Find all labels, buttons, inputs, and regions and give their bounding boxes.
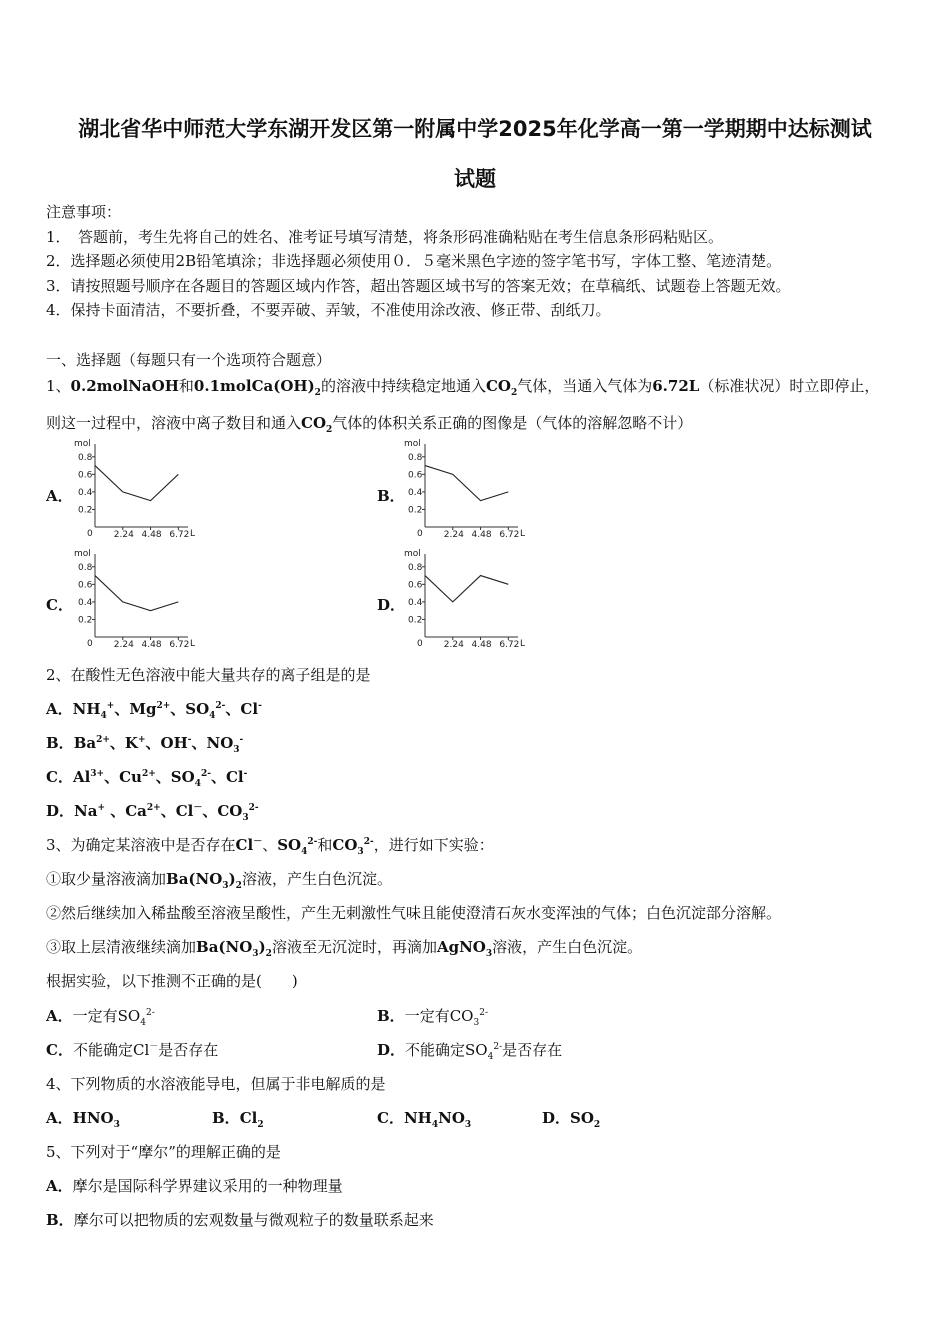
question-1-stem-line1: 1、0.2molNaOH和$0.1molCa(OH)_2$的溶液中持续稳定地通入$CO_2$气体，当通入气体为6.72L（标准状况）时立即停止， xyxy=(46,377,880,398)
x-tick-label: 2.24 xyxy=(443,530,464,540)
graph-option-b xyxy=(394,440,530,544)
note-item: 2．选择题必须使用2B铅笔填涂；非选择题必须使用０．５毫米黑色字迹的签字笔书写，字体工整、笔迹清楚。 xyxy=(46,252,782,270)
question-2-stem: 2、在酸性无色溶液中能大量共存的离子组是的是 xyxy=(46,666,371,684)
x-axis-unit: L xyxy=(520,639,526,649)
question-2-option-d: D．Na+ 、$Ca^{2+}$、Cl－、$CO_3^{2-}$ xyxy=(46,802,259,823)
page-title-continued: 试题 xyxy=(454,167,496,191)
x-tick-label: 4.48 xyxy=(141,640,162,650)
question-2-option-c: C．$Al^{3+}$、$Cu^{2+}$、$SO_4^{2-}$、Cl- xyxy=(46,768,248,789)
x-axis-unit: L xyxy=(190,639,196,649)
y-tick-label: 0.2 xyxy=(408,615,423,626)
y-axis-unit: mol xyxy=(74,549,91,559)
axis-origin-label: 0 xyxy=(87,529,93,539)
option-c-label: C． xyxy=(46,596,73,614)
question-5-option-b: B．摩尔可以把物质的宏观数量与微观粒子的数量联系起来 xyxy=(46,1211,434,1229)
x-tick-label: 2.24 xyxy=(443,640,464,650)
x-tick-label: 6.72 xyxy=(169,640,190,650)
data-line xyxy=(95,466,178,501)
option-a-label: A． xyxy=(46,487,73,505)
y-tick-label: 0.4 xyxy=(78,487,93,498)
question-3-option-d: D．不能确定$SO_4^{2-}$是否存在 xyxy=(377,1041,563,1062)
axis-origin-label: 0 xyxy=(417,529,423,539)
graph-option-c xyxy=(64,550,200,654)
question-1-stem-line2: 则这一过程中，溶液中离子数目和通入$CO_2$气体的体积关系正确的图像是（气体的溶解忽略不计） xyxy=(46,414,693,435)
page-title: 湖北省华中师范大学东湖开发区第一附属中学2025年化学高一第一学期期中达标测试 xyxy=(78,117,872,141)
x-tick-label: 4.48 xyxy=(471,530,492,540)
question-4-option-a: A．$HNO_3$ xyxy=(46,1109,120,1130)
note-item: 1． 答题前，考生先将自己的姓名、准考证号填写清楚，将条形码准确粘贴在考生信息条形码粘贴区。 xyxy=(46,228,724,246)
y-tick-label: 0.2 xyxy=(78,615,93,626)
note-item: 3．请按照题号顺序在各题目的答题区域内作答，超出答题区域书写的答案无效；在草稿纸、试题卷上答题无效。 xyxy=(46,277,791,295)
y-tick-label: 0.6 xyxy=(408,470,423,481)
x-tick-label: 6.72 xyxy=(499,530,520,540)
data-line xyxy=(425,466,508,501)
question-2-option-a: A．$NH_4^+$、$Mg^{2+}$、$SO_4^{2-}$、Cl- xyxy=(46,700,262,721)
x-axis-unit: L xyxy=(520,529,526,539)
question-5-option-a: A．摩尔是国际科学界建议采用的一种物理量 xyxy=(46,1177,343,1195)
note-item: 4．保持卡面清洁，不要折叠，不要弄破、弄皱，不准使用涂改液、修正带、刮纸刀。 xyxy=(46,301,611,319)
question-3-ask: 根据实验，以下推测不正确的是( ) xyxy=(46,972,298,990)
question-5-stem: 5、下列对于“摩尔”的理解正确的是 xyxy=(46,1143,281,1161)
option-d-label: D． xyxy=(377,596,406,614)
graph-option-a xyxy=(64,440,200,544)
question-4-stem: 4、下列物质的水溶液能导电，但属于非电解质的是 xyxy=(46,1075,386,1093)
y-axis-unit: mol xyxy=(404,549,421,559)
y-tick-label: 0.2 xyxy=(78,505,93,516)
question-3-experiment-3: ③取上层清液继续滴加$Ba(NO_3)_2$溶液至无沉淀时，再滴加AgNO$_3$溶液，产生白色沉淀。 xyxy=(46,938,643,959)
question-3-option-a: A．一定有$SO_4^{2-}$ xyxy=(46,1007,155,1028)
x-tick-label: 4.48 xyxy=(141,530,162,540)
y-tick-label: 0.4 xyxy=(408,597,423,608)
y-tick-label: 0.6 xyxy=(78,580,93,591)
notes-heading: 注意事项： xyxy=(46,203,122,221)
y-tick-label: 0.8 xyxy=(408,452,423,463)
x-axis-unit: L xyxy=(190,529,196,539)
y-tick-label: 0.2 xyxy=(408,505,423,516)
x-tick-label: 2.24 xyxy=(113,530,134,540)
y-axis-unit: mol xyxy=(74,439,91,449)
section-heading: 一、选择题（每题只有一个选项符合题意） xyxy=(46,351,332,369)
y-tick-label: 0.6 xyxy=(408,580,423,591)
axis-origin-label: 0 xyxy=(87,639,93,649)
question-4-option-c: C．$NH_4NO_3$ xyxy=(377,1109,472,1130)
axis-origin-label: 0 xyxy=(417,639,423,649)
x-tick-label: 6.72 xyxy=(499,640,520,650)
y-tick-label: 0.4 xyxy=(408,487,423,498)
question-3-experiment-2: ②然后继续加入稀盐酸至溶液呈酸性，产生无刺激性气味且能使澄清石灰水变浑浊的气体；白色沉淀部分溶解。 xyxy=(46,904,782,922)
question-3-option-c: C．不能确定Cl－是否存在 xyxy=(46,1041,219,1059)
question-4-option-b: B．$Cl_2$ xyxy=(212,1109,264,1130)
question-3-option-b: B．一定有$CO_3^{2-}$ xyxy=(377,1007,488,1028)
data-line xyxy=(95,576,178,611)
y-axis-unit: mol xyxy=(404,439,421,449)
data-line xyxy=(425,576,508,602)
y-tick-label: 0.8 xyxy=(78,562,93,573)
y-tick-label: 0.8 xyxy=(408,562,423,573)
x-tick-label: 4.48 xyxy=(471,640,492,650)
y-tick-label: 0.4 xyxy=(78,597,93,608)
x-tick-label: 2.24 xyxy=(113,640,134,650)
option-b-label: B． xyxy=(377,487,405,505)
question-3-experiment-1: ①取少量溶液滴加$Ba(NO_3)_2$溶液，产生白色沉淀。 xyxy=(46,870,392,891)
y-tick-label: 0.6 xyxy=(78,470,93,481)
question-2-option-b: B．$Ba^{2+}$、K+、OH-、$NO_3^-$ xyxy=(46,734,244,755)
question-3-stem: 3、为确定某溶液中是否存在Cl－、$SO_4^{2-}$和$CO_3^{2-}$，进行如下实验： xyxy=(46,836,494,857)
graph-option-d xyxy=(394,550,530,654)
y-tick-label: 0.8 xyxy=(78,452,93,463)
question-4-option-d: D．$SO_2$ xyxy=(542,1109,601,1130)
x-tick-label: 6.72 xyxy=(169,530,190,540)
